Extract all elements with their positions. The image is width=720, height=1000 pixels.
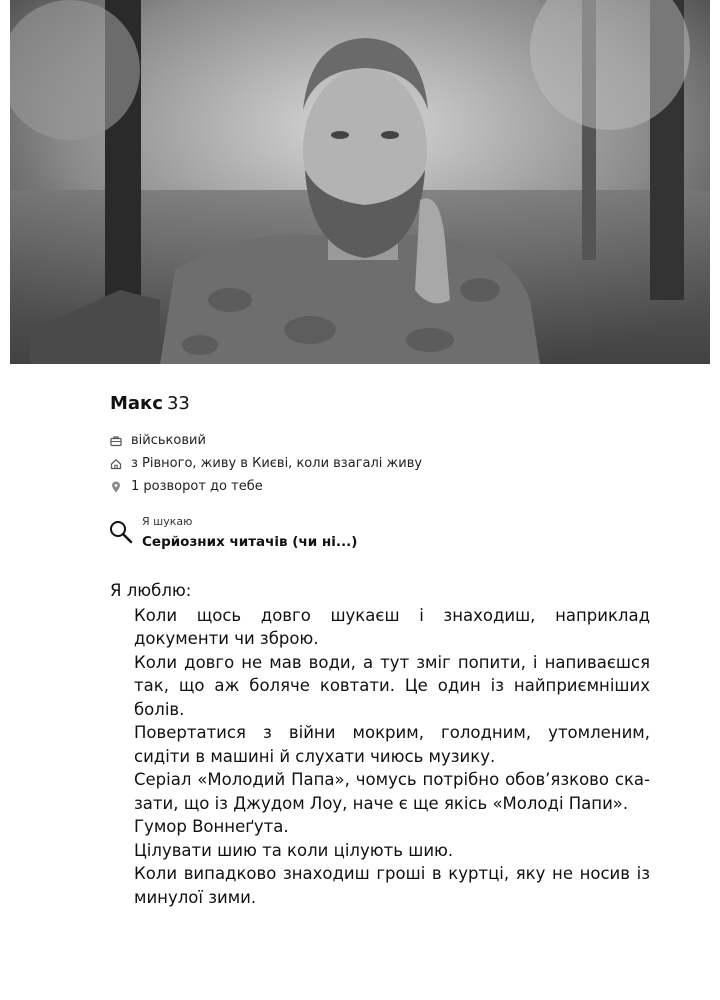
fact-home-text: з Рівного, живу в Києві, коли взагалі живу bbox=[131, 456, 423, 471]
search-icon bbox=[108, 519, 134, 545]
fact-distance-text: 1 розворот до тебе bbox=[131, 479, 263, 494]
profile-photo-image bbox=[10, 0, 710, 364]
fact-job-text: військовий bbox=[131, 433, 206, 448]
profile-photo bbox=[10, 0, 710, 364]
fact-job bbox=[110, 429, 422, 452]
briefcase-icon bbox=[110, 435, 122, 447]
looking-for-value: Серйозних читачів (чи ні...) bbox=[142, 534, 358, 550]
loves-item: Коли випадково знаходиш гроші в куртці, яку не носив із минулої зими. bbox=[134, 864, 650, 907]
loves-item: Серіал «Молодий Папа», чомусь потрібно обов’язково ска-зати, що із Джудом Лоу, наче є ще якісь «Молоді Папи». bbox=[134, 770, 650, 813]
looking-for bbox=[108, 515, 357, 552]
loves-item: Повертатися з війни мокрим, голодним, утомленим, сидіти в машині й слухати чиюсь музику. bbox=[134, 723, 650, 766]
loves-section bbox=[110, 579, 650, 909]
loves-item: Коли щось довго шукаєш і знаходиш, наприклад документи чи зброю. bbox=[134, 605, 650, 648]
fact-home bbox=[110, 452, 422, 475]
profile-name: Макс bbox=[110, 393, 163, 414]
fact-distance bbox=[110, 475, 422, 498]
house-icon bbox=[110, 458, 122, 470]
profile-age: 33 bbox=[166, 393, 190, 414]
location-pin-icon bbox=[110, 481, 122, 493]
looking-for-label: Я шукаю bbox=[142, 515, 193, 528]
loves-item: Коли довго не мав води, а тут зміг попити, і напиваєшся так, що аж боляче ковтати. Це один із найприємніших болів. bbox=[134, 652, 650, 719]
loves-heading: Я люблю: bbox=[110, 581, 192, 600]
profile-facts bbox=[110, 429, 422, 498]
loves-item: Гумор Воннеґута. bbox=[134, 817, 289, 836]
profile-header bbox=[110, 392, 190, 416]
loves-item: Цілувати шию та коли цілують шию. bbox=[134, 840, 454, 860]
